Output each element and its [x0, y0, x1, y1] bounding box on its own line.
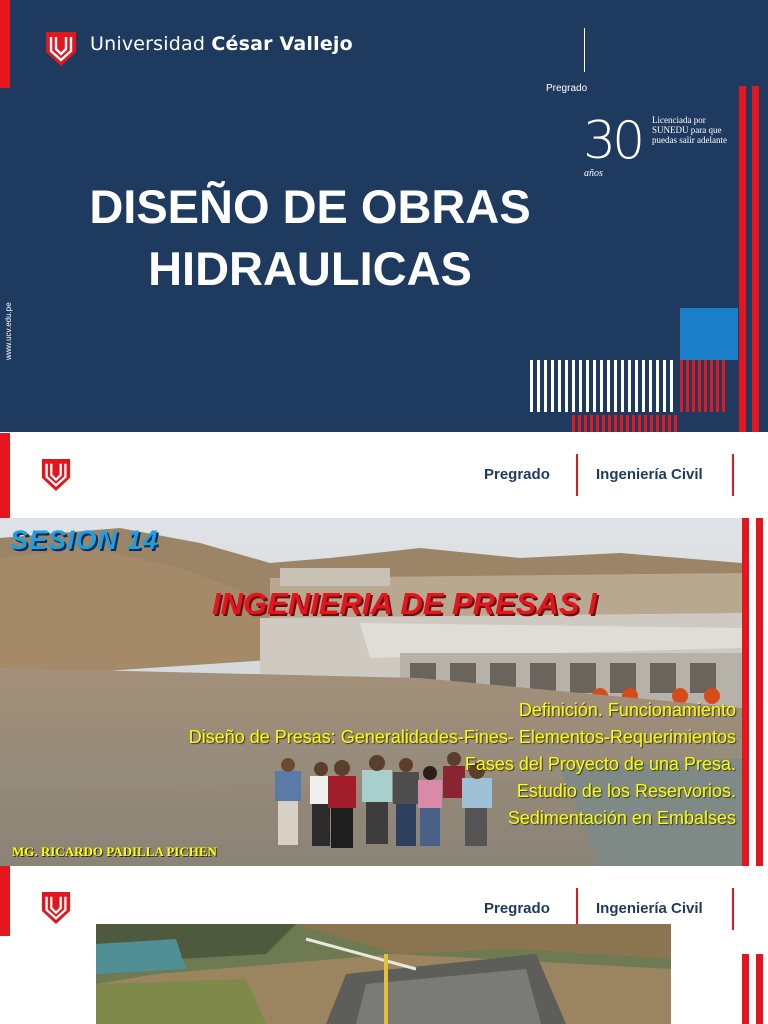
nav-divider [732, 454, 734, 496]
nav-divider [732, 888, 734, 930]
ucv-logo-icon [40, 890, 72, 926]
pregrado-label: Pregrado [546, 83, 588, 94]
title-slide [0, 0, 768, 432]
ucv-logo-icon [40, 457, 72, 493]
topic-list [8, 697, 736, 832]
red-vertical-stripe [756, 954, 763, 1024]
university-name: Universidad César Vallejo [90, 33, 353, 55]
red-accent-bar [0, 866, 10, 936]
next-slide [0, 866, 768, 1024]
nav-career-link[interactable]: Ingeniería Civil [596, 900, 703, 917]
session-slide [0, 433, 768, 866]
decorative-stripes [530, 305, 740, 432]
red-vertical-stripe [756, 518, 763, 866]
topic-item: Estudio de los Reservorios. [516, 781, 736, 801]
nav-pregrado-link[interactable]: Pregrado [484, 900, 550, 917]
nav-pregrado-link[interactable]: Pregrado [484, 466, 550, 483]
course-title-line2: HIDRAULICAS [148, 242, 472, 295]
session-subject: INGENIERIA DE PRESAS I [212, 586, 597, 621]
red-vertical-stripe [739, 86, 746, 432]
course-title [40, 176, 580, 300]
red-vertical-stripe [742, 518, 749, 866]
topic-item: Definición. Funcionamiento [518, 700, 736, 720]
anniversary-number: 30 [583, 111, 642, 171]
header-divider [584, 28, 585, 72]
topic-item: Fases del Proyecto de una Presa. [464, 754, 736, 774]
topic-item: Sedimentación en Embalses [507, 808, 736, 828]
anniversary-word: años [584, 168, 603, 179]
course-title-line1: DISEÑO DE OBRAS [89, 180, 531, 233]
red-accent-bar [0, 433, 10, 518]
ucv-logo-icon [44, 30, 78, 68]
nav-career-link[interactable]: Ingeniería Civil [596, 466, 703, 483]
licensed-text: Licenciada por SUNEDU para que puedas salir adelante [652, 115, 727, 145]
author-name: MG. RICARDO PADILLA PICHEN [12, 844, 217, 859]
topic-item: Diseño de Presas: Generalidades-Fines- Elementos-Requerimientos [188, 727, 736, 747]
construction-photo [96, 924, 671, 1024]
session-number: SESION 14 [10, 525, 159, 555]
red-accent-bar [0, 0, 10, 88]
red-vertical-stripe [742, 954, 749, 1024]
nav-divider [576, 454, 578, 496]
website-url: www.ucv.edu.pe [4, 302, 13, 360]
red-vertical-stripe [752, 86, 759, 432]
